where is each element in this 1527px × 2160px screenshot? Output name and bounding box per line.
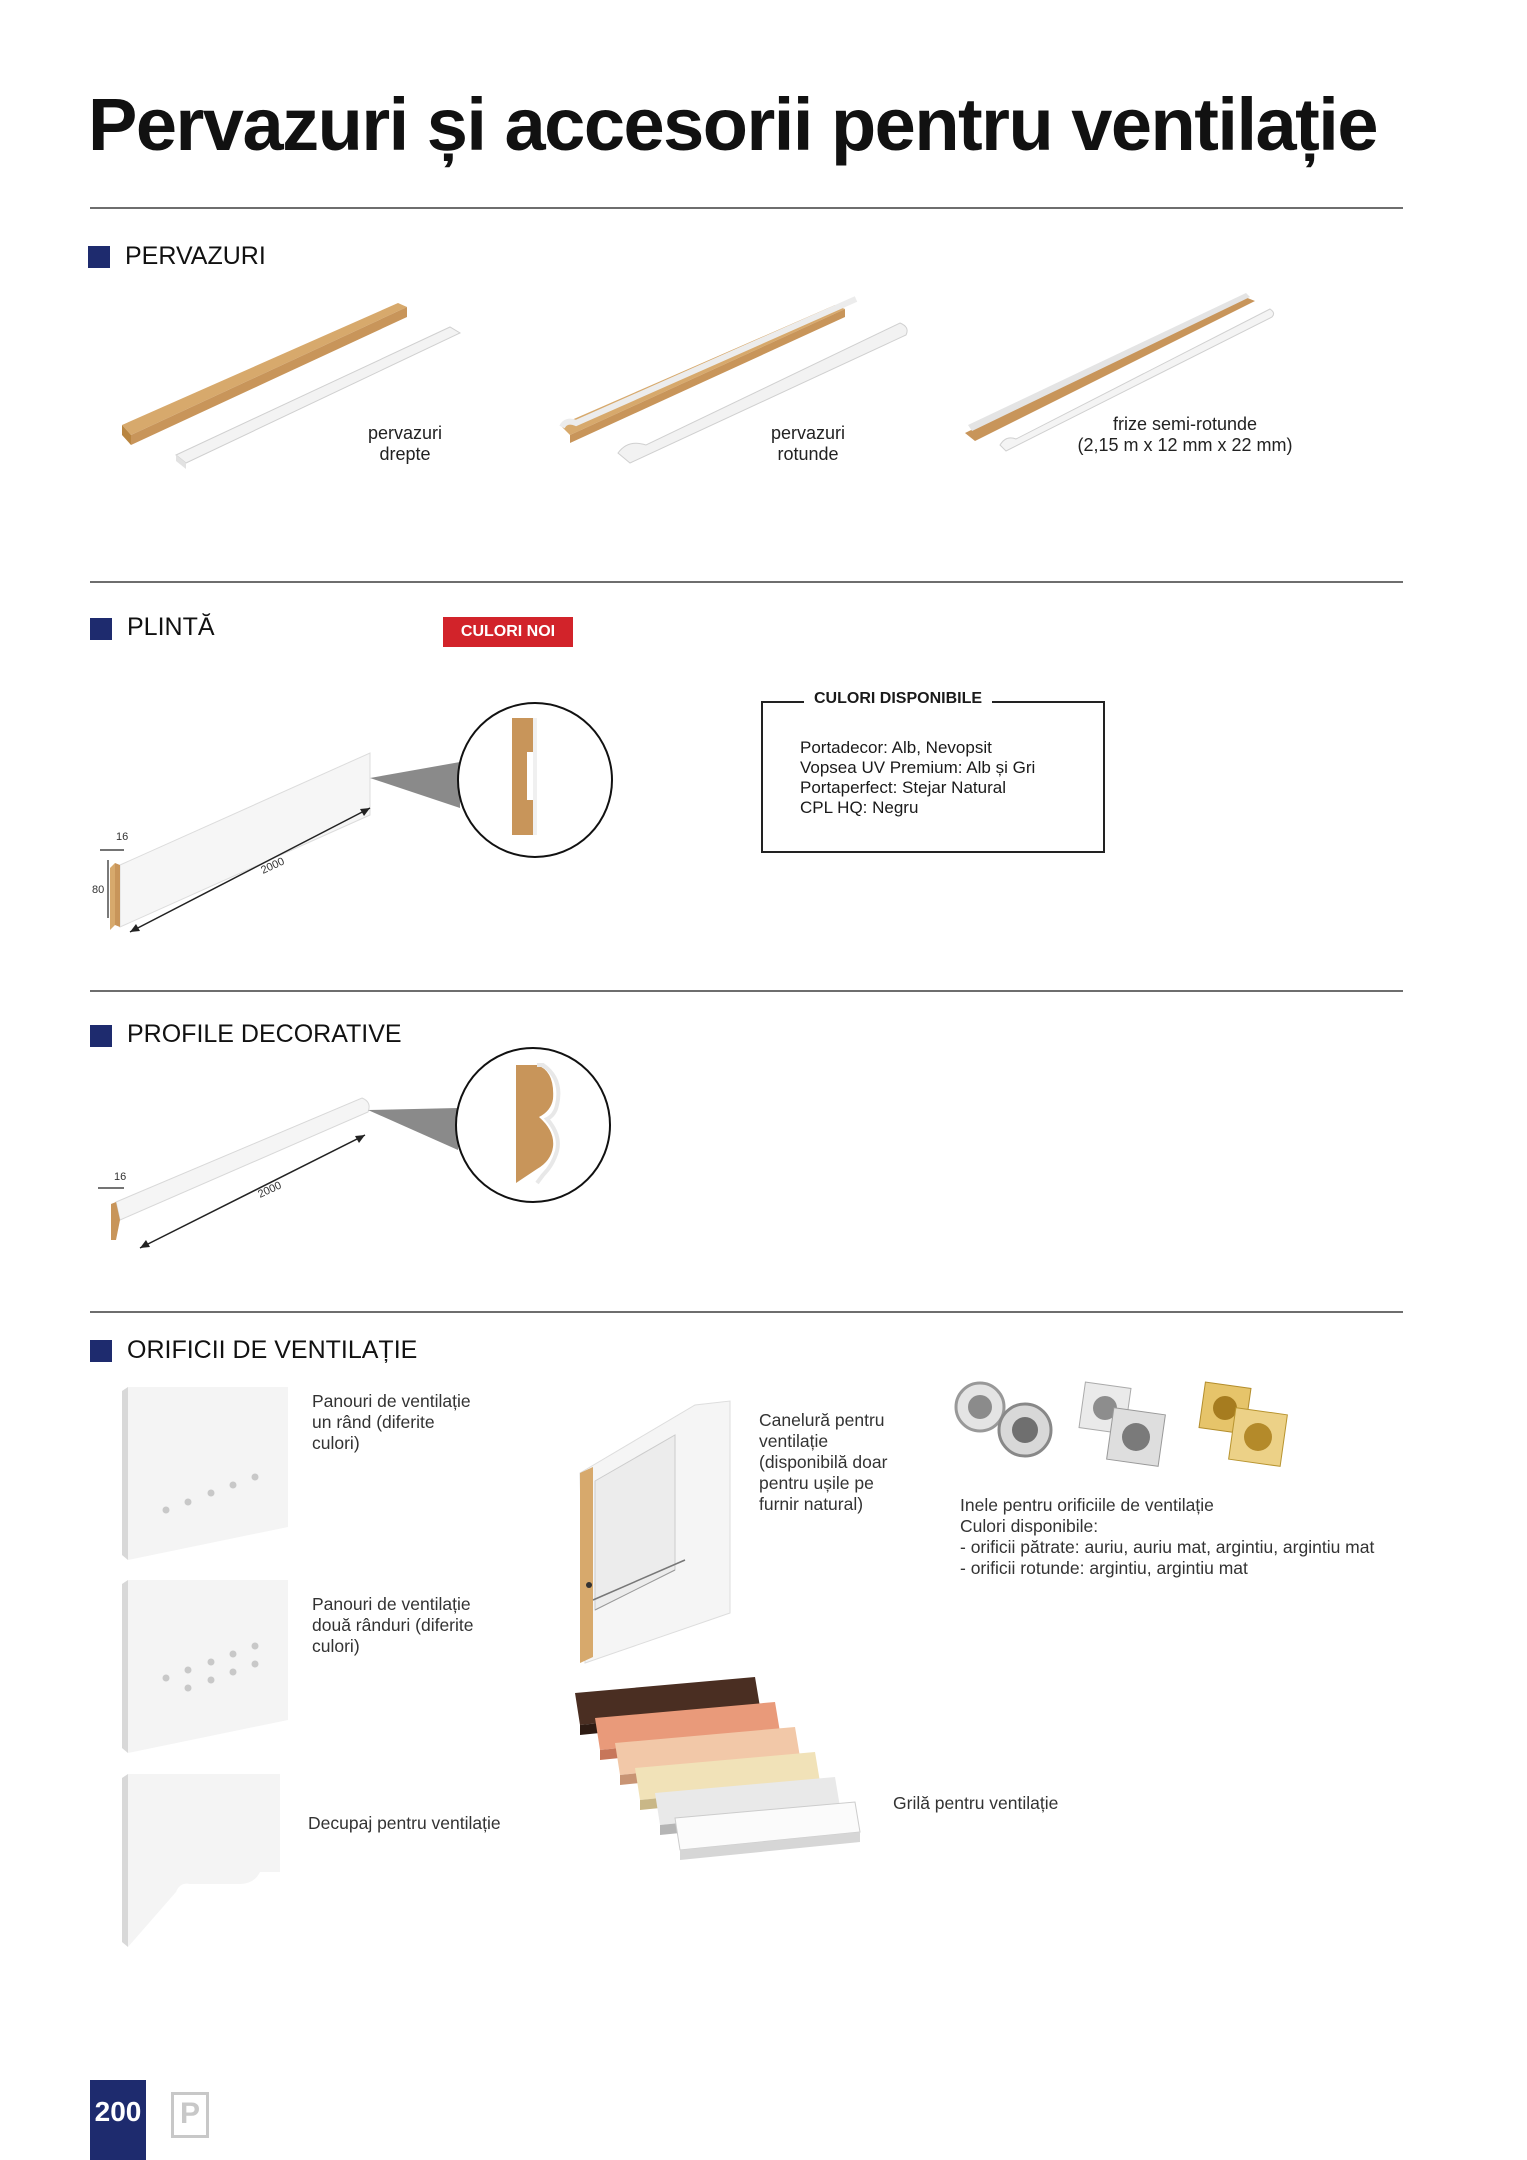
profile-decorativ-detail [453, 1045, 613, 1205]
thickness-label: 16 [116, 831, 129, 843]
color-line: Portadecor: Alb, Nevopsit [800, 738, 992, 757]
caption-panel-two-rows [312, 1594, 473, 1657]
caption-line: două rânduri (diferite [312, 1615, 474, 1635]
caption-line: drepte [379, 444, 431, 464]
caption-cutout-panel: Decupaj pentru ventilație [308, 1813, 501, 1833]
title-divider [90, 207, 1403, 209]
caption-line: - orificii rotunde: argintiu, argintiu mat [960, 1558, 1248, 1578]
caption-line: Inele pentru orificiile de ventilație [960, 1495, 1214, 1515]
available-colors-title: CULORI DISPONIBILE [804, 690, 992, 708]
caption-line: Panouri de ventilație [312, 1391, 471, 1411]
caption-line: ventilație [759, 1431, 829, 1451]
caption-door-groove [759, 1410, 887, 1515]
caption-line: rotunde [777, 444, 839, 464]
available-colors-list [800, 738, 1035, 818]
caption-line: Canelură pentru [759, 1410, 885, 1430]
caption-line: (disponibilă doar [759, 1452, 888, 1472]
ventilation-panel-two-rows [120, 1578, 290, 1758]
caption-line: pentru ușile pe [759, 1473, 874, 1493]
page-title: Pervazuri și accesorii pentru ventilație [88, 83, 1378, 166]
color-line: Portaperfect: Stejar Natural [800, 778, 1006, 797]
section-divider [90, 581, 1403, 583]
length-label: 2000 [256, 1179, 284, 1201]
page-number: 200 [90, 2080, 146, 2160]
round-rings [956, 1383, 1051, 1456]
section-title-plinta: PLINTĂ [127, 613, 215, 641]
caption-panel-one-row [312, 1391, 471, 1454]
caption-line: culori) [312, 1636, 360, 1656]
section-divider [90, 990, 1403, 992]
caption-line: furnir natural) [759, 1494, 864, 1514]
caption-line: Culori disponibile: [960, 1516, 1099, 1536]
section-marker [90, 1025, 112, 1047]
plinta-profile-detail [455, 700, 615, 860]
section-divider [90, 1311, 1403, 1313]
height-label: 80 [92, 884, 105, 896]
door-ventilation-groove [565, 1395, 745, 1667]
caption-pervazuri-rotunde [738, 423, 878, 465]
section-marker [90, 1340, 112, 1362]
color-line: Vopsea UV Premium: Alb și Gri [800, 758, 1036, 777]
caption-line: Panouri de ventilație [312, 1594, 471, 1614]
caption-rings [960, 1495, 1374, 1579]
caption-line: pervazuri [770, 423, 846, 443]
brand-logo-icon: P [171, 2092, 209, 2138]
section-title-profile: PROFILE DECORATIVE [127, 1020, 402, 1048]
ventilation-panel-one-row [120, 1385, 290, 1565]
silver-square-rings [1079, 1382, 1165, 1466]
section-marker [88, 246, 110, 268]
length-label: 2000 [259, 855, 287, 877]
caption-line: - orificii pătrate: auriu, auriu mat, argintiu, argintiu mat [960, 1537, 1375, 1557]
new-colors-badge: CULORI NOI [443, 617, 573, 647]
caption-grilles: Grilă pentru ventilație [893, 1793, 1059, 1813]
section-title-pervazuri: PERVAZURI [125, 242, 266, 270]
thickness-label: 16 [114, 1171, 127, 1183]
caption-line: culori) [312, 1433, 360, 1453]
ventilation-grilles-image [570, 1670, 880, 1910]
section-marker [90, 618, 112, 640]
color-line: CPL HQ: Negru [800, 798, 919, 817]
ventilation-rings-image [950, 1375, 1310, 1475]
ventilation-cutout-panel [120, 1772, 290, 1952]
caption-frize-semirotunde [1060, 414, 1310, 456]
gold-square-rings [1199, 1382, 1287, 1466]
caption-line: pervazuri [367, 423, 443, 443]
caption-line: un rând (diferite [312, 1412, 435, 1432]
caption-line: (2,15 m x 12 mm x 22 mm) [1077, 435, 1293, 455]
section-title-orificii: ORIFICII DE VENTILAȚIE [127, 1336, 418, 1364]
caption-line: frize semi-rotunde [1112, 414, 1258, 434]
caption-pervazuri-drepte [340, 423, 470, 465]
